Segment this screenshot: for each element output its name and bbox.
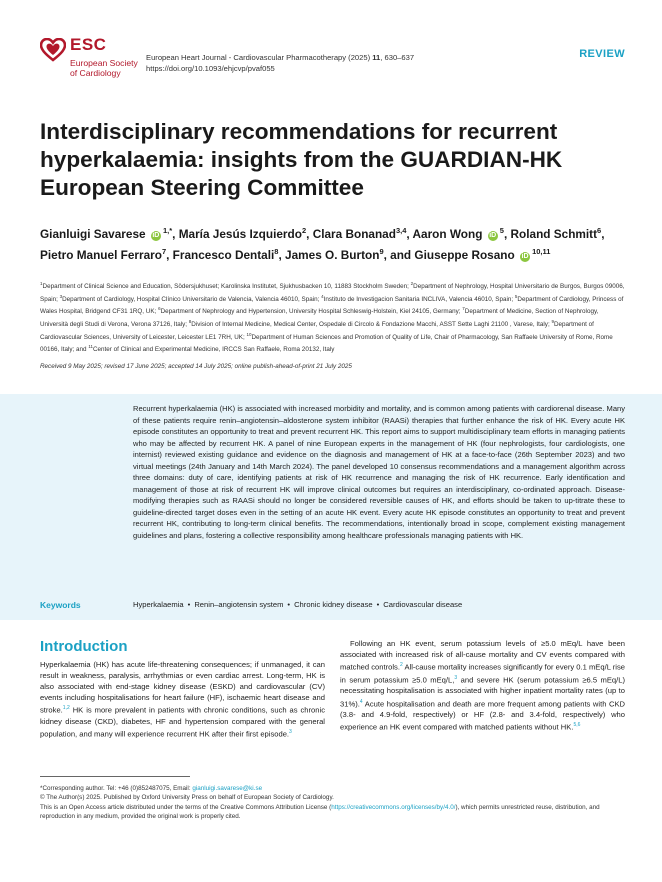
affiliation-number: 4 <box>321 293 324 299</box>
citation-ref[interactable]: 5,6 <box>573 722 581 729</box>
author-name[interactable] <box>40 248 166 262</box>
author-affiliation-ref: 5 <box>497 226 504 235</box>
journal-citation <box>146 52 414 74</box>
license-link[interactable]: https://creativecommons.org/licenses/by/4.0/ <box>331 803 456 811</box>
citation-ref[interactable]: 1,2 <box>62 705 70 712</box>
author-name-text: Clara Bonanad <box>312 226 396 241</box>
author-email-link[interactable]: gianluigi.savarese@ki.se <box>192 785 263 792</box>
affiliation-text: Instituto de Investigacion Sanitaria INCLIVA, Valencia 46010, Spain; <box>323 295 515 303</box>
author-name-text: James O. Burton <box>285 247 380 262</box>
affiliation-text: Department of Clinical Science and Education, Södersjukhuset; Karolinska Institutet, Sjukhusbacken 10, 11883 Stockholm Sweden; <box>42 283 411 291</box>
affiliation-number: 3 <box>59 293 63 299</box>
esc-logo-subtitle <box>70 58 150 78</box>
footnotes <box>40 784 625 822</box>
article-type-label: REVIEW <box>579 48 625 60</box>
author-affiliation-ref: 6 <box>597 226 602 235</box>
intro-right-column <box>340 638 625 733</box>
keyword-item[interactable]: Hyperkalaemia <box>133 600 184 609</box>
author-name[interactable] <box>173 248 279 262</box>
author-name[interactable] <box>413 227 504 241</box>
license-text-b: ), which permits unrestricted reuse, distribution, and reproduction in any medium, provided the original work is properly cited. <box>40 803 600 821</box>
intro-paragraph-left <box>40 659 325 740</box>
affiliation-text: Department of Nephrology, Hospital Universitario de Burgos, Burgos 09006, Spain; <box>40 283 625 303</box>
intro-right-text-a: Following an HK event, serum potassium levels of ≥5.0 mEq/L have been associated with increased risk of all-cause mortality and CV events compared with matched controls. <box>340 639 625 672</box>
author-name-text: Roland Schmitt <box>510 226 598 241</box>
copyright-notice: © The Author(s) 2025. Published by Oxford University Press on behalf of European Society of Cardiology. <box>40 794 334 802</box>
keyword-separator: • <box>287 600 291 609</box>
keyword-item[interactable]: Cardiovascular disease <box>383 600 463 609</box>
affiliation-text: Center of Clinical and Experimental Medicine, IRCCS San Raffaele, Roma 20132, Italy <box>92 346 335 354</box>
affiliation-text: Department of Medicine, Section of Nephrology, Università degli Studi di Verona, Verona 37126, Italy; <box>40 308 599 329</box>
license-text-a: This is an Open Access article distributed under the terms of the Creative Commons Attribution License ( <box>40 803 332 811</box>
affiliation-number: 6 <box>158 306 161 312</box>
journal-volume: 11 <box>372 53 381 62</box>
author-name[interactable] <box>511 227 602 241</box>
author-name-text: Aaron Wong <box>412 226 483 241</box>
esc-sub-line2: of Cardiology <box>70 68 121 78</box>
author-affiliation-ref: 1,* <box>160 226 173 235</box>
journal-pages: , 630–637 <box>380 53 415 62</box>
intro-right-text-c: and severe HK (serum potassium ≥6.5 mEq/L) necessitating hospitalisation is associated with higher inpatient mortality rates (up to 31%). <box>340 675 626 709</box>
article-dates: Received 9 May 2025; revised 17 June 2025; accepted 14 July 2025; online publish-ahead-of-print 21 July 2025 <box>40 363 352 370</box>
esc-logo[interactable] <box>40 36 150 84</box>
affiliation-number: 7 <box>462 306 465 312</box>
keywords-label: Keywords <box>40 600 81 610</box>
author-affiliation-ref: 2 <box>301 226 307 235</box>
intro-paragraph-right <box>340 638 625 733</box>
author-affiliation-ref: 8 <box>274 246 279 256</box>
author-affiliation-ref: 3,4 <box>395 226 407 235</box>
page-header <box>40 36 625 86</box>
esc-sub-line1: European Society <box>70 58 138 68</box>
footnote-divider <box>40 776 190 777</box>
keyword-item[interactable]: Chronic kidney disease <box>294 600 373 609</box>
orcid-icon[interactable]: iD <box>521 252 529 260</box>
affiliation-text: Department of Human Sciences and Promotion of Quality of Life, Chair of Pharmacology, San Raffaele University of Rome, Rome 00166, Italy; and <box>40 333 613 354</box>
affiliation-text: Department of Nephrology and Hypertension, University Hospital Schleswig-Holstein, Kiel 24105, Germany; <box>160 308 463 316</box>
affiliation-text: Division of Internal Medicine, Medical Center, Ospedale di Circolo & Fondazione Macchi, ASST Sette Laghi 21100 , Varese, Italy; <box>191 321 552 329</box>
author-name-text: Gianluigi Savarese <box>40 226 146 241</box>
license-notice <box>40 803 625 822</box>
author-name-text: Pietro Manuel Ferraro <box>40 247 162 262</box>
keyword-separator: • <box>187 600 191 609</box>
intro-right-text-d: Acute hospitalisation and death are more frequent among patients with CKD (3.8- and 4.9-fold, respectively) or HF (2.8- and 3.4-fold, respectively) who experience an HK event compared with matched patients without HK. <box>340 699 625 732</box>
author-name-text: Francesco Dentali <box>172 247 275 262</box>
affiliation-text: Department of Cardiovascular Sciences, University of Leicester, Leicester LE1 7RH, UK; <box>40 321 594 341</box>
author-name[interactable] <box>40 227 172 241</box>
author-name-text: María Jesús Izquierdo <box>178 226 302 241</box>
author-name[interactable] <box>179 227 306 241</box>
corresponding-author <box>40 784 625 793</box>
intro-heading: Introduction <box>40 638 128 655</box>
citation-ref[interactable]: 3 <box>289 729 292 736</box>
article-title: Interdisciplinary recommendations for recurrent hyperkalaemia: insights from the GUARDIAN-HK European Steering Committee <box>40 119 563 200</box>
keyword-separator: • <box>376 600 380 609</box>
citation-ref[interactable]: 3 <box>454 674 458 681</box>
author-name[interactable] <box>313 227 407 241</box>
author-affiliation-ref: 10,11 <box>530 246 551 256</box>
citation-ref[interactable]: 4 <box>359 698 363 705</box>
keywords-list <box>133 600 462 609</box>
author-affiliation-ref: 7 <box>161 246 167 256</box>
orcid-icon[interactable]: iD <box>152 231 160 239</box>
author-name[interactable] <box>285 248 384 262</box>
doi-link[interactable]: https://doi.org/10.1093/ehjcvp/pvaf055 <box>146 64 275 73</box>
affiliation-number: 5 <box>514 293 518 299</box>
author-name-text: Giuseppe Rosano <box>414 247 515 262</box>
esc-heart-icon <box>40 38 66 62</box>
orcid-icon[interactable]: iD <box>489 231 497 239</box>
author-list: Gianluigi Savarese iD $^{1,*}$, María Jesús Izquierdo$^2$, Clara Bonanad$^{3,4}$, Aaron Wong iD $^5$, Roland Schmitt$^6$, Pietro Manuel Ferraro$^7$, Francesco Dentali$^8$, James O. Burton$^9$, and Giuseppe Rosano iD $^{10,11}$ <box>40 226 605 262</box>
citation-ref[interactable]: 2 <box>399 662 403 669</box>
author-affiliation-ref: 9 <box>379 246 384 256</box>
intro-left-column <box>40 638 325 740</box>
journal-name: European Heart Journal - Cardiovascular Pharmacotherapy (2025) <box>146 53 373 62</box>
affiliation-text: Department of Cardiology, Princess of Wales Hospital, Bridgend CF31 1RQ, UK; <box>40 295 624 316</box>
intro-left-text-a: Hyperkalaemia (HK) has acute life-threatening consequences; if unmanaged, it can result in weakness, paralysis, arrhythmias or even cardiac arrest. Long-term, HK is also associated with end-stage kidney disease (ESKD) and cardiovascular (CV) events including hospitalisations for heart failure (HF), ischaemic heart disease and stroke. <box>40 660 325 715</box>
abstract-text: Recurrent hyperkalaemia (HK) is associated with increased morbidity and mortality, and is common among patients with cardiorenal disease. Many of these patients require renin–angiotensin–aldosterone system inhibitor (RAASi) therapies that further enhance the risk of HK. Every acute HK episode constitutes an opportunity to treat and prevent recurrent HK. This report aims to support multidisciplinary team efforts in managing patients who may be affected by recurrent HK. A panel of nine European experts in the management of HK (four nephrologists, four cardiologists, one internist) reviewed existing guidance and evidence on the diagnosis and management of HK at a face-to-face (26th September 2023) and two virtual meetings (24th January and 14th March 2024). The panel developed 10 consensus recommendations and a management algorithm across three domains: duty of care, identifying patients at risk of HK recurrence and managing the risk of HK recurrence. Early identification and management of those at risk of recurrent HK will improve clinical outcomes but requires an interdisciplinary, co-ordinated approach. Disease-modifying therapies such as RAASi should no longer be considered reversible causes of HK, and efforts should be taken to up-titrate these to guideline-directed target doses even in the setting of an acute HK event. Every acute HK episode constitutes an opportunity to treat and prevent recurrent HK, contributing to long-term clinical benefits. The recommendations, intentionally broad in scope, complement existing management guidelines and plans, fostering a collective responsibility among healthcare professionals managing patients with HK. <box>133 404 625 540</box>
author-name[interactable] <box>414 248 550 262</box>
affiliation-number: 10 <box>246 331 252 337</box>
intro-left-text-b: HK is more prevalent in patients with chronic conditions, such as chronic kidney disease (CKD), diabetes, HF and hypertension compared with the general population, and many will experience recurrent HK after their first episode. <box>40 705 325 739</box>
affiliation-number: 8 <box>188 319 192 325</box>
intro-right-text-b: All-cause mortality increases significantly for every 0.1 mEq/L rise in serum potassium ≥5.0 mEq/L, <box>340 662 625 685</box>
affiliation-number: 11 <box>88 344 93 350</box>
affiliation-number: 9 <box>551 319 554 325</box>
affiliation-number: 2 <box>410 281 414 286</box>
esc-logo-text: ESC <box>70 35 107 54</box>
keyword-item[interactable]: Renin–angiotensin system <box>194 600 284 609</box>
affiliations <box>40 279 625 355</box>
affiliation-text: Department of Cardiology, Hospital Clínico Universitario de Valencia, Valencia 46010, Spain; <box>62 295 322 303</box>
corresponding-text: *Corresponding author. Tel: +46 (0)852487075, Email: <box>40 785 193 792</box>
affiliation-number: 1 <box>40 281 43 286</box>
